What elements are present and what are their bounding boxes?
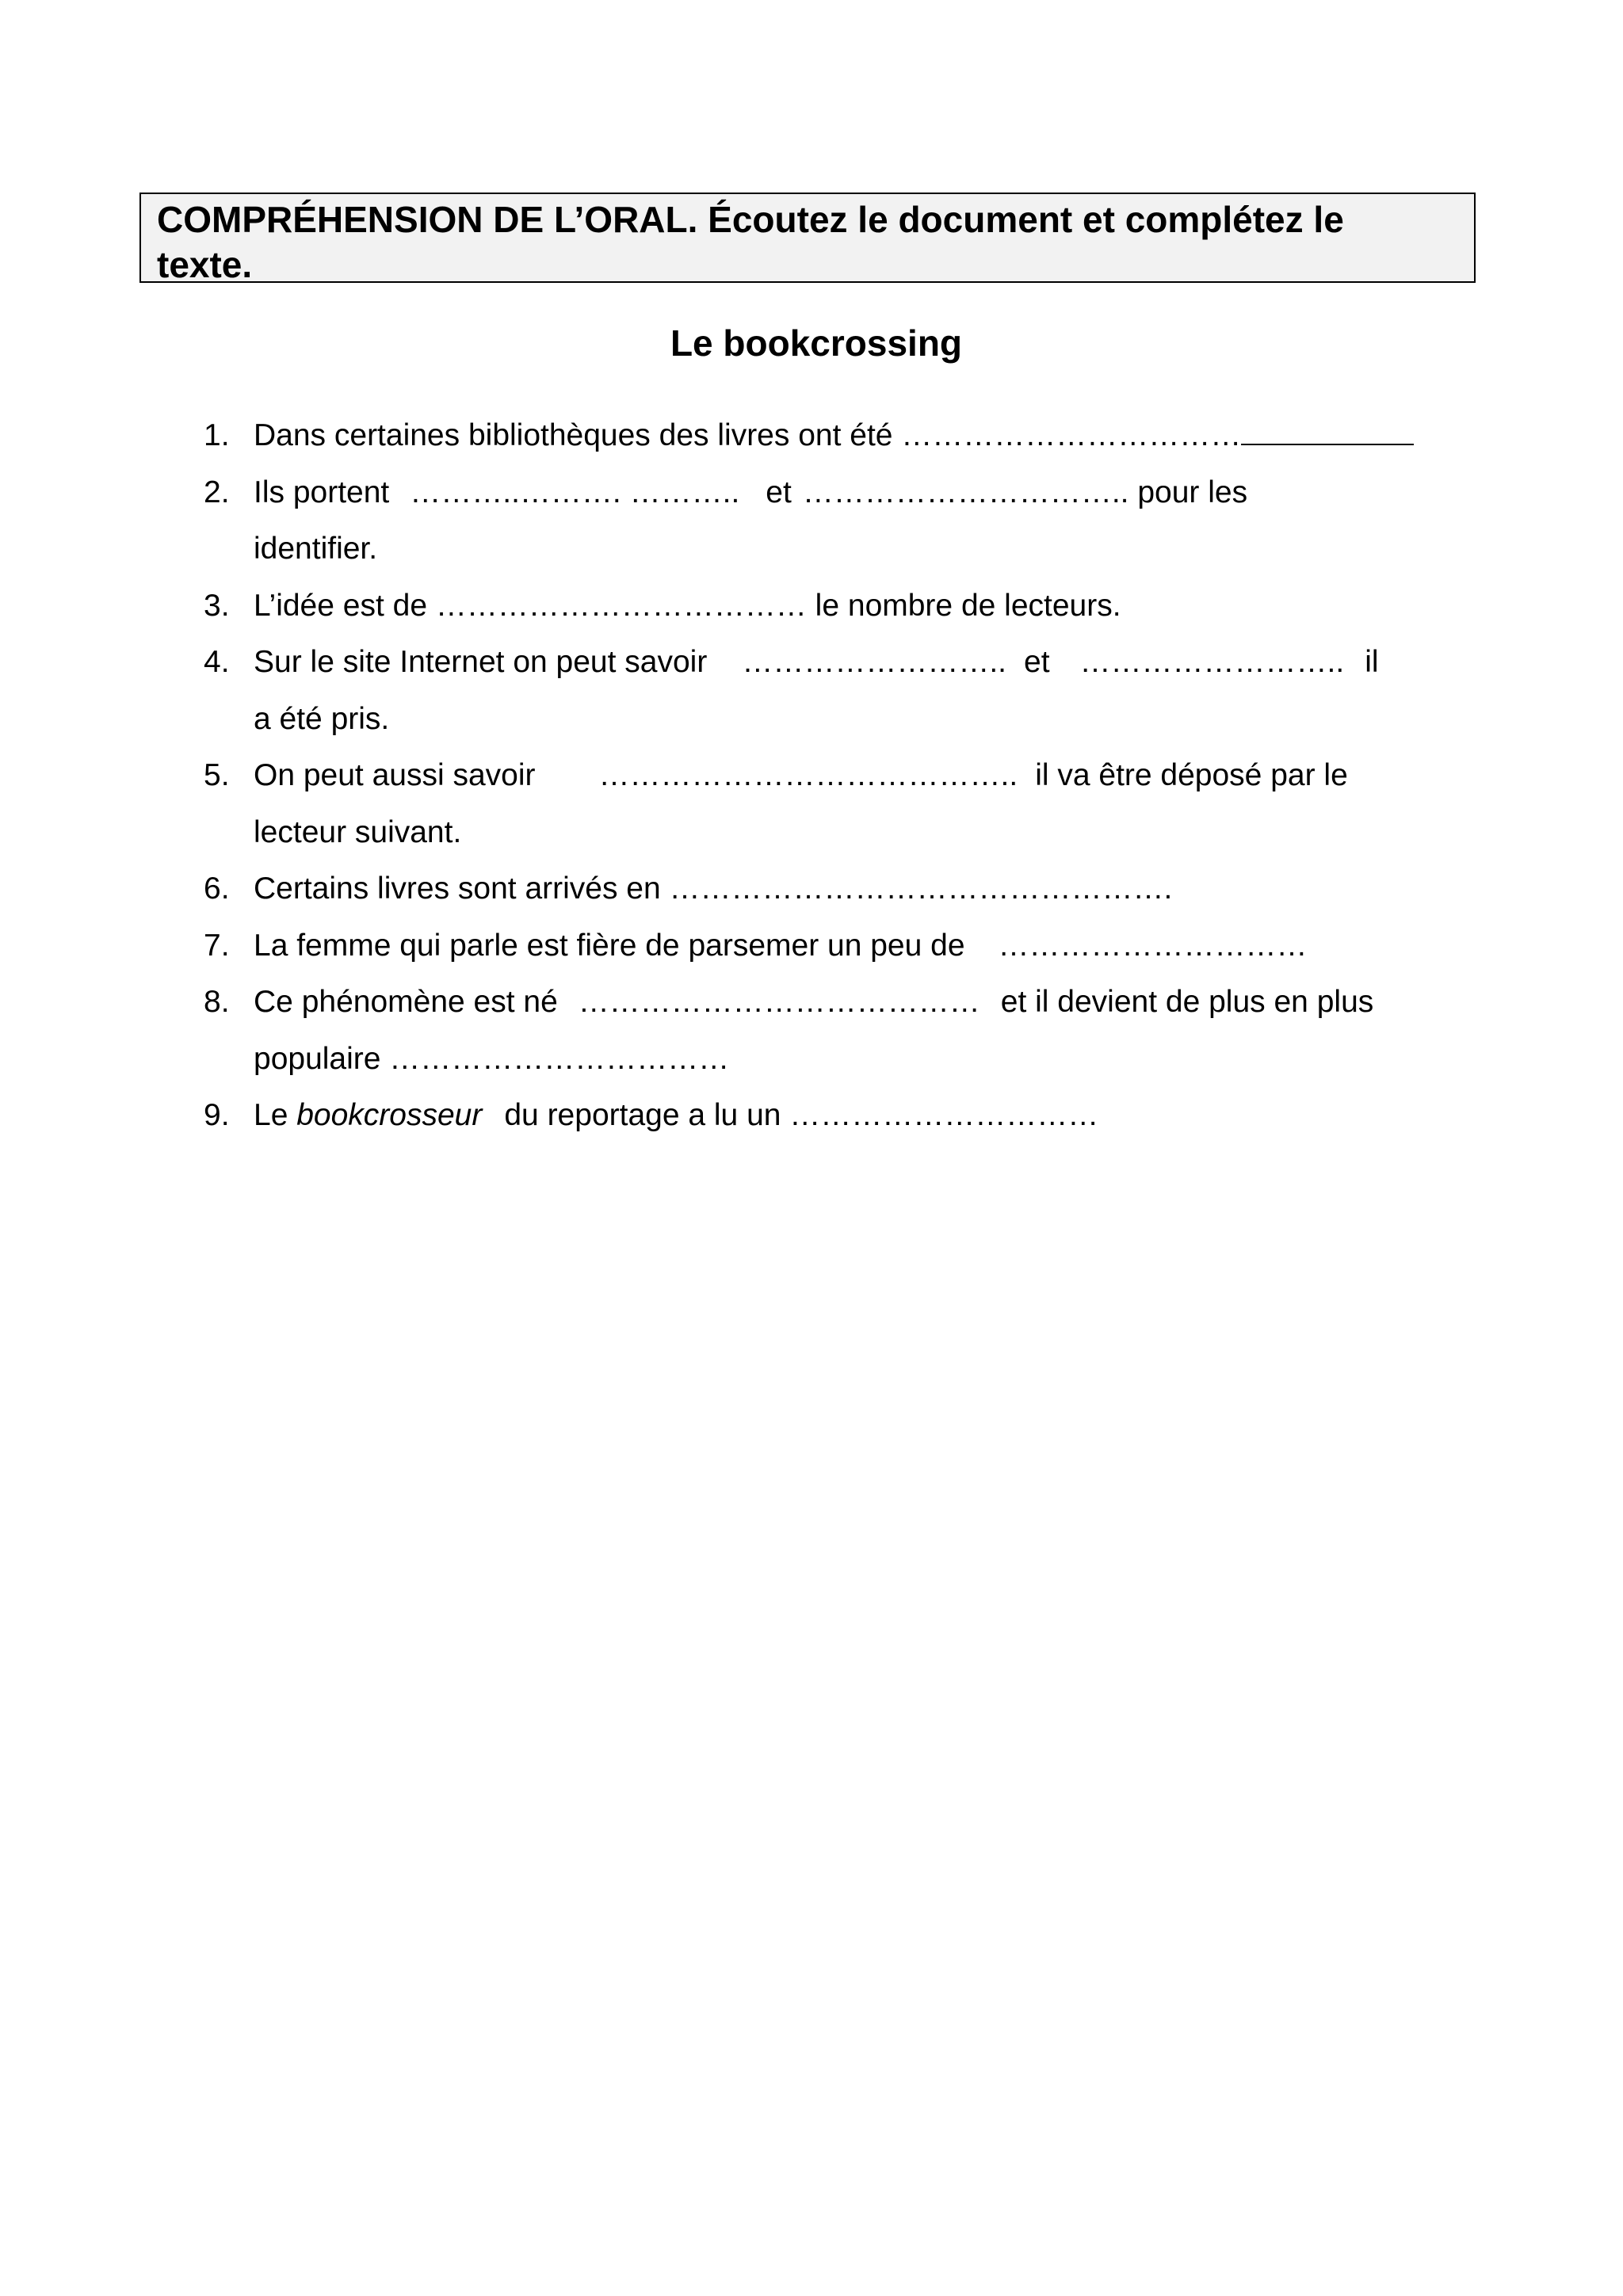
question-text: Le	[254, 1098, 288, 1132]
question-line	[254, 747, 1504, 804]
answer-blank[interactable]	[1241, 407, 1414, 445]
instruction-line-2: texte.	[157, 244, 253, 285]
italic-term: bookcrosseur	[296, 1098, 483, 1132]
question-list	[0, 407, 1623, 1144]
question-text: Certains livres sont arrivés en ………………………………………….	[254, 871, 1173, 906]
answer-blank[interactable]: …………………………	[998, 928, 1308, 963]
question-line: identifier.	[254, 532, 378, 566]
question-item-1	[0, 407, 1623, 464]
answer-blank[interactable]: ………..………. ………..	[410, 475, 740, 509]
question-item-3	[0, 578, 1623, 635]
question-text: du reportage a lu un …………………………	[504, 1098, 1099, 1132]
answer-blank[interactable]: …………………………………	[578, 985, 980, 1019]
question-item-8	[0, 974, 1623, 1087]
answer-blank[interactable]: ……………………..	[1079, 645, 1345, 679]
question-text: Ce phénomène est né	[254, 985, 558, 1019]
question-text: Dans certaines bibliothèques des livres ont été ……………………………	[254, 418, 1242, 452]
document-title: Le bookcrossing	[670, 322, 963, 364]
question-item-7	[0, 917, 1623, 974]
question-text: On peut aussi savoir	[254, 758, 536, 792]
question-line: populaire ……………………………	[254, 1041, 730, 1076]
question-line	[254, 634, 1504, 691]
question-item-4	[0, 634, 1623, 747]
question-number: 3.	[204, 588, 230, 623]
question-item-5	[0, 747, 1623, 860]
answer-blank[interactable]: ……………………..	[742, 645, 1006, 679]
question-line	[254, 974, 1504, 1031]
question-number: 6.	[204, 871, 230, 906]
instruction-box	[139, 193, 1476, 283]
question-item-2	[0, 464, 1623, 578]
question-line: lecteur suivant.	[254, 814, 462, 849]
question-number: 4.	[204, 645, 230, 679]
question-number: 1.	[204, 418, 230, 452]
question-item-6	[0, 860, 1623, 917]
question-text: L’idée est de ……………………………… le nombre de lecteurs.	[254, 588, 1121, 623]
question-text: Sur le site Internet on peut savoir	[254, 645, 708, 679]
question-text: Ils portent	[254, 475, 390, 509]
question-line: a été pris.	[254, 701, 390, 736]
question-number: 5.	[204, 758, 230, 792]
question-text: il va être déposé par le	[1035, 758, 1348, 792]
question-number: 7.	[204, 928, 230, 963]
question-number: 9.	[204, 1098, 230, 1132]
question-line	[254, 407, 1504, 464]
question-item-9	[0, 1087, 1623, 1144]
instruction-line-1: COMPRÉHENSION DE L’ORAL. Écoutez le document et complétez le	[157, 199, 1344, 240]
question-text: et	[1024, 645, 1050, 679]
answer-blank[interactable]: ………………………….. pour les	[802, 475, 1248, 509]
question-number: 2.	[204, 475, 230, 509]
question-line	[254, 464, 1504, 521]
question-text: et	[766, 475, 792, 509]
question-text: il	[1365, 645, 1379, 679]
question-number: 8.	[204, 985, 230, 1019]
question-line	[254, 1087, 1504, 1144]
question-text: La femme qui parle est fière de parsemer un peu de	[254, 928, 965, 963]
question-line	[254, 917, 1504, 974]
question-text: et il devient de plus en plus	[1000, 985, 1374, 1019]
answer-blank[interactable]: …………………………………..	[598, 758, 1018, 792]
